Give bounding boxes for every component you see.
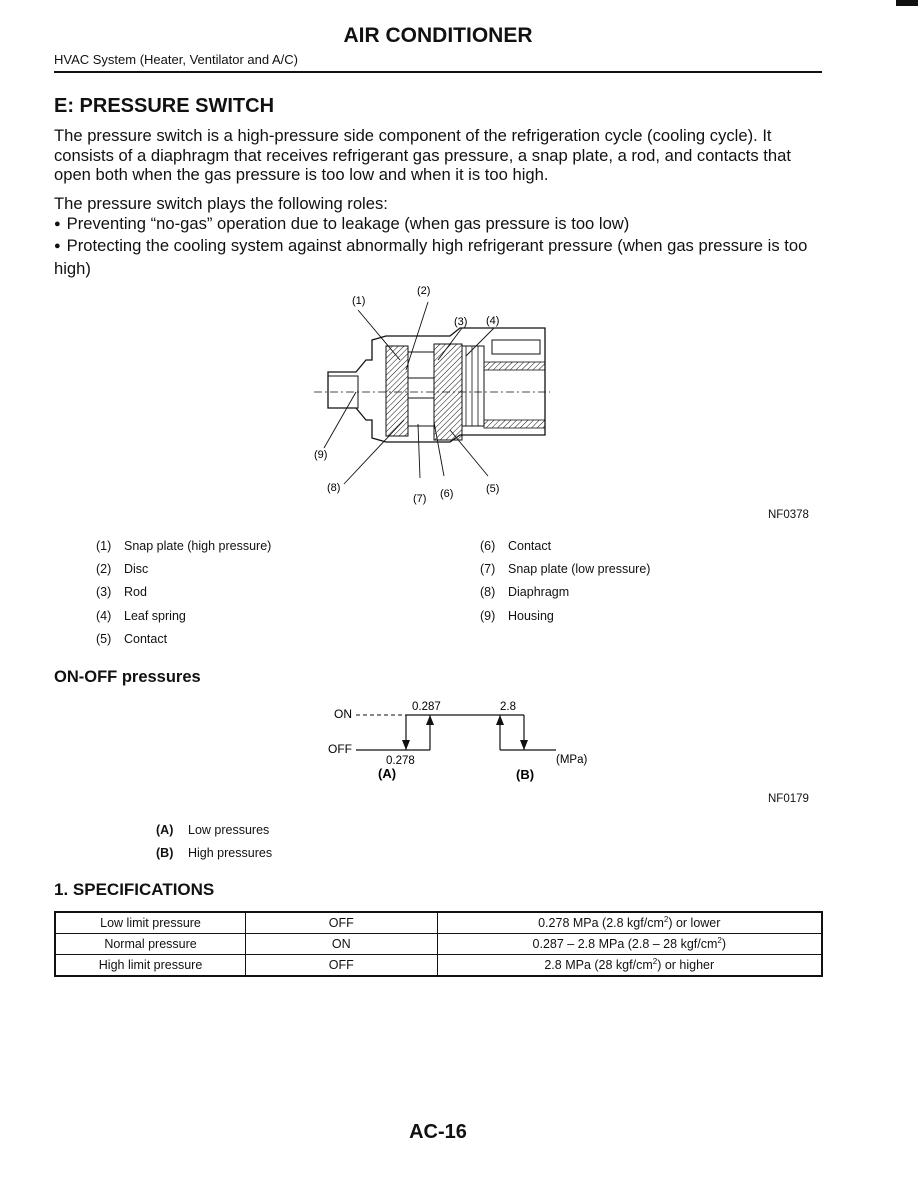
legend-item: (9) Housing [480,609,554,623]
disc-box [408,352,434,378]
switch-state: OFF [246,955,437,977]
a-off-value: 0.278 [386,755,415,767]
b-on-value: 2.8 [500,701,516,713]
terminal-hatch-lower [484,420,545,428]
legend-item: (8) Diaphragm [480,585,570,599]
disc-box-lower [408,398,434,426]
off-label: OFF [328,742,352,756]
snap-plate-hatch [386,346,408,436]
legend-item: (1) Snap plate (high pressure) [96,539,272,553]
role-bullet: ● Protecting the cooling system against abnormally high refrigerant pressure (when gas pressure is too high) [54,236,826,278]
on-label: ON [334,707,352,721]
pressure-value: 0.287 – 2.8 MPa (2.8 – 28 kgf/$cm^2$) [437,934,822,955]
page-number: AC-16 [409,1121,467,1143]
callout-8: (8) [327,482,341,494]
section-title: E: PRESSURE SWITCH [54,95,275,117]
callout-4: (4) [486,315,500,327]
switch-state: OFF [246,912,437,934]
callout-2: (2) [417,285,431,297]
pressure-value: 0.278 MPa (2.8 kgf/$cm^2$) or lower [437,912,822,934]
legend-item: (3) Rod [96,585,147,599]
legend-item: (2) Disc [96,562,149,576]
pressure-name: High limit pressure [55,955,246,977]
role-bullet: ● Preventing “no-gas” operation due to leakage (when gas pressure is too low) [54,214,826,237]
pressure-value: 2.8 MPa (28 kgf/$cm^2$) or higher [437,955,822,977]
callout-3: (3) [454,316,468,328]
onoff-title: ON-OFF pressures [54,668,201,686]
switch-state: ON [246,934,437,955]
terminal-hatch [484,362,545,370]
intro-paragraph: The pressure switch is a high-pressure side component of the refrigeration cycle (cooling cycle). It consists of a diaphragm that receives refrigerant gas pressure, a snap plate, a rod, and contacts that open both when the gas pressure is too low and when it is too high. [54,126,791,184]
legend-item: (7) Snap plate (low pressure) [480,562,651,576]
callout-6: (6) [440,488,454,500]
chapter-subtitle: HVAC System (Heater, Ventilator and A/C) [54,52,298,67]
legend-item: (4) Leaf spring [96,609,186,623]
chapter-title: AIR CONDITIONER [343,24,533,47]
a-on-value: 0.287 [412,701,441,713]
connector-body [462,346,484,426]
corner-mark [896,0,918,6]
connector-latch [492,340,540,354]
pressure-name: Normal pressure [55,934,246,955]
legend-item: (A) Low pressures [156,823,270,837]
figure-code: NF0179 [768,793,809,805]
header-rule [54,71,822,73]
table-row [55,955,822,977]
pressure-switch-diagram [300,280,560,510]
legend-item: (6) Contact [480,539,552,553]
callout-5: (5) [486,483,500,495]
roles-intro: The pressure switch plays the following roles: [54,194,388,213]
callout-7: (7) [413,493,427,505]
specifications-table [54,911,823,977]
legend-item: (5) Contact [96,632,168,646]
unit-label: (MPa) [556,754,588,766]
specifications-title: 1. SPECIFICATIONS [54,880,215,899]
pressure-name: Low limit pressure [55,912,246,934]
b-key: (B) [516,767,535,782]
table-row [55,912,822,934]
table-row [55,934,822,955]
callout-9: (9) [314,449,328,461]
figure-code: NF0378 [768,509,809,521]
callout-1: (1) [352,295,366,307]
onoff-diagram [320,696,610,786]
roles-block [54,194,826,278]
legend-item: (B) High pressures [156,846,273,860]
a-key: (A) [378,766,397,781]
